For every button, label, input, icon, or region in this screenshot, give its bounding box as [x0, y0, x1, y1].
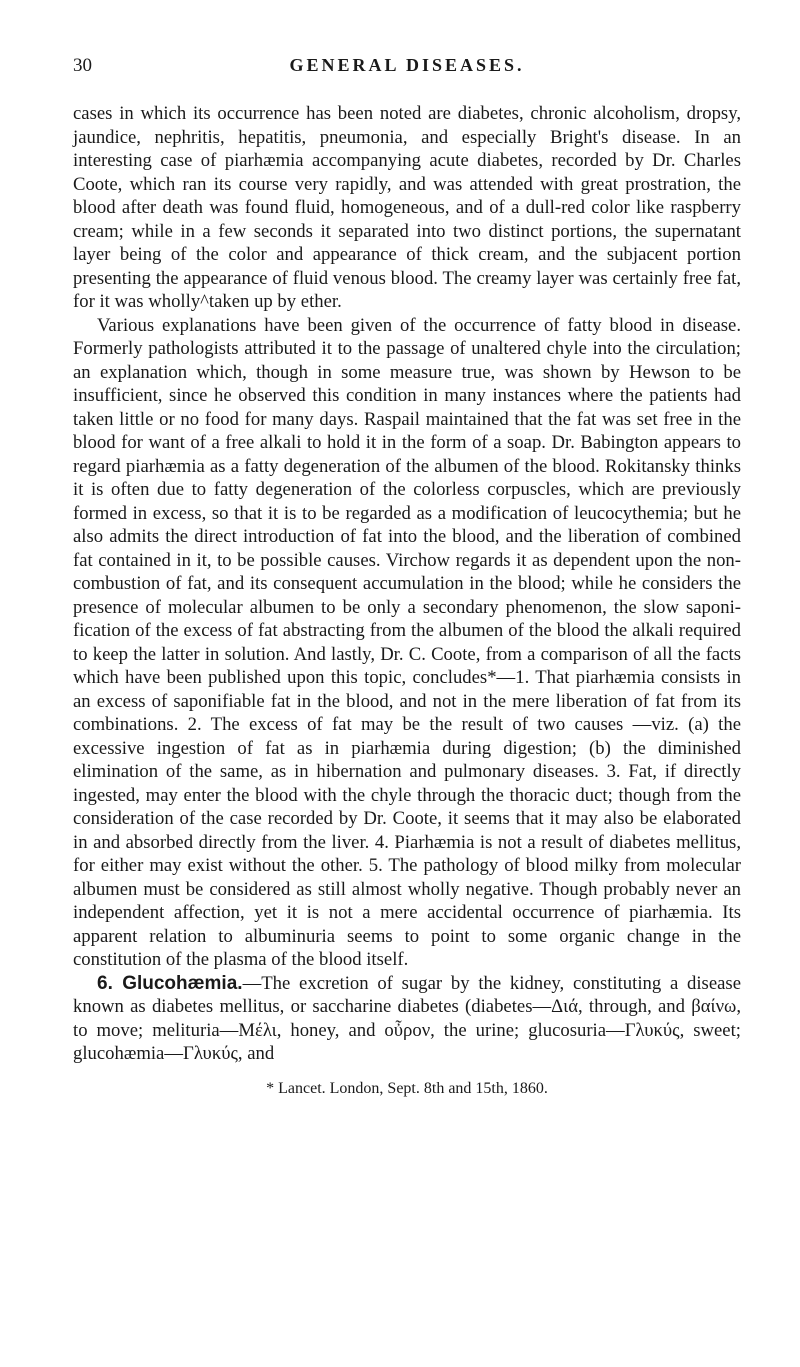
- section-text: —The excretion of sugar by the kidney, constituting a disease known as diabetes mellitus, or saccharine diabetes (diabetes—Διά, through, and βαίνω, to move; melituria—Μέλι, honey, and οὖρον, the urine; glucosuria—Γλυκύς, sweet; glucohæmia—Γλυκύς, and: [73, 972, 741, 1064]
- running-head: GENERAL DISEASES.: [289, 55, 525, 75]
- paragraph-2: Various explanations have been given of the occurrence of fatty blood in disease. Formerly pathologists attributed it to the passage of unaltered chyle into the circulation; an explanation which, though in some measure true, was shown by Hewson to be insufficient, since he observed this condition in many instances where the patients had taken little or no food for many days. Raspail maintained that the fat was set free in the blood for want of a free alkali to hold it in the form of a soap. Dr. Babington appears to regard piarhæmia as a fatty degeneration of the albumen of the blood. Rokitansky thinks it is often due to fatty degeneration of the colorless corpuscles, which are previously formed in excess, so that it is to be regarded as a modification of leucocythemia; but he also admits the direct introduction of fat into the blood, and the liberation of combined fat contained in it, to be possible causes. Virchow regards it as dependent upon the non-combustion of fat, and its consequent accumulation in the blood; while he considers the presence of molecular albumen to be only a secondary phenomenon, the slow saponification of the excess of fat abstracting from the albumen of the blood the alkali required to keep the latter in solution. And lastly, Dr. C. Coote, from a comparison of all the facts which have been published upon this topic, concludes*—1. That piarhæmia consists in an excess of saponifiable fat in the blood, and not in the mere liberation of fat from its combinations. 2. The excess of fat may be the result of two causes —viz. (a) the excessive ingestion of fat as in piarhæmia during digestion; (b) the diminished elimination of the same, as in hibernation and pulmonary diseases. 3. Fat, if directly ingested, may enter the blood with the chyle through the thoracic duct; though from the consideration of the case recorded by Dr. Coote, it seems that it may also be elaborated in and absorbed directly from the liver. 4. Piarhæmia is not a result of diabetes mellitus, for either may exist without the other. 5. The pathology of blood milky from molecular albumen must be considered as still almost wholly negative. Though probably never an independent affection, yet it is not a mere accidental occurrence of piarhæmia. Its apparent relation to albuminuria seems to point to some organic change in the constitution of the plasma of the blood itself.: [73, 314, 741, 970]
- book-page: [73, 55, 741, 1098]
- section-glucohaemia: [73, 972, 741, 1066]
- section-heading: 6. Glucohæmia.: [97, 972, 243, 994]
- paragraph-1: cases in which its occurrence has been noted are diabetes, chronic alcoholism, dropsy, jaundice, nephritis, hepatitis, pneumonia, and especially Bright's disease. In an interesting case of piarhæmia accompanying acute diabetes, recorded by Dr. Charles Coote, which ran its course very rapidly, and was attended with great prostration, the blood after death was found fluid, homogeneous, and of a dull-red color like raspberry cream; while in a few seconds it separated into two distinct portions, the supernatant layer being of the color and appearance of thick cream, and the subjacent portion presenting the appearance of fluid venous blood. The creamy layer was certainly free fat, for it was wholly^taken up by ether.: [73, 103, 741, 312]
- page-header: [73, 55, 741, 85]
- footnote: * Lancet. London, Sept. 8th and 15th, 1860.: [266, 1079, 548, 1097]
- body-text: [73, 102, 741, 1066]
- page-number: 30: [73, 55, 92, 76]
